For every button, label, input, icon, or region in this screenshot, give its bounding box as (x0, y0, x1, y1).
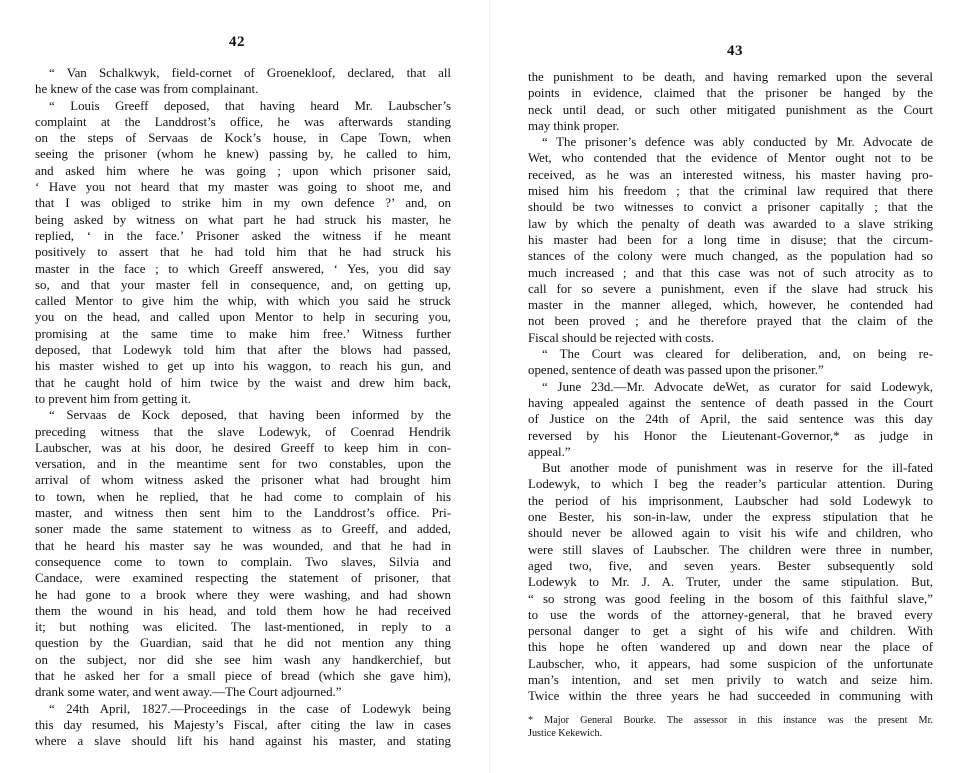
text-line: that I was obliged to strike him in my own defence ?’ and, on (35, 196, 451, 211)
text-line: Laubscher, who, it appears, had some suspicion of the unfortunate (528, 656, 933, 671)
text-line: personal danger to get a sight of his wife and children. With (528, 624, 933, 639)
text-line: points in evidence, claimed that the prisoner be hanged by the (528, 86, 933, 101)
text-line: should be two witnesses to convict a prisoner capitally ; that the (528, 200, 933, 215)
text-line: you on the head, and called upon Mentor to help in securing you, (35, 310, 451, 325)
text-line: replied, ‘ in the face.’ Prisoner asked the witness if he meant (35, 228, 451, 243)
text-line: received, as he was an interested witness, his master having pro- (528, 167, 933, 182)
text-line: man’s intention, and set men privily to watch and seize him. (528, 672, 933, 687)
text-line: not been proved ; and he therefore prayed that the claim of the (528, 314, 933, 329)
text-line: to town, when he replied, that he had come to complain of his (35, 489, 451, 504)
text-line: “ June 23d.—Mr. Advocate deWet, as curator for said Lodewyk, (542, 379, 933, 394)
text-line: them the wound in his head, and told them how he had received (35, 603, 451, 618)
page-body-text (528, 69, 933, 705)
text-line: reversed by his Honor the Lieutenant-Governor,* as judge in (528, 428, 933, 443)
text-line: his master had been for a long time in disuse; that the circum- (528, 232, 933, 247)
text-line: “ Van Schalkwyk, field-cornet of Groenekloof, declared, that all (49, 66, 451, 80)
text-line: may think proper. (528, 118, 620, 133)
text-line: he had gone to a brook where they were washing, and had shown (35, 587, 451, 602)
text-line: mised him his freedom ; that the criminal law required that there (528, 184, 933, 199)
text-line: so, and that your master fell in consequence, and, on getting up, (35, 277, 451, 292)
text-line: versation, and in the meantime sent for two constables, upon the (35, 457, 451, 472)
text-line: neck until dead, or such other mitigated punishment as the Court (528, 102, 933, 117)
page-number: 42 (229, 34, 245, 50)
text-line: complaint at the Landdrost’s office, he was afterwards standing (35, 114, 451, 129)
text-line: and asked him where he was going ; upon which prisoner said, (35, 163, 451, 178)
text-line: on the subject, nor did she see him wash any handkerchief, but (35, 652, 451, 667)
text-line: master in the face ; to which Greeff answered, ‘ Yes, you did say (35, 261, 451, 276)
text-line: to prevent him from getting it. (35, 391, 192, 406)
text-line: having appealed against the sentence of death passed in the Court (528, 395, 933, 410)
text-line: called Mentor to give him the whip, with which you said he struck (35, 294, 451, 309)
text-line: “ The Court was cleared for deliberation, and, on being re- (542, 347, 933, 362)
text-line: question by the Guardian, said that he did not mention any thing (35, 636, 451, 651)
footnote-line: Justice Kekewich. (528, 728, 603, 739)
text-line: were still slaves of Laubscher. The children were three in number, (528, 542, 933, 557)
text-line: that he asked her for a small piece of bread (which she gave him), (35, 668, 451, 683)
text-line: ‘ Have you not heard that my master was going to shoot me, and (35, 180, 451, 195)
text-line: Laubscher, was at his door, he desired Greeff to keep him in con- (35, 440, 451, 455)
page-body-text (35, 65, 451, 749)
text-line: But another mode of punishment was in reserve for the ill-fated (542, 461, 933, 476)
text-line: promising at the same time to make him free.’ Witness further (35, 326, 451, 341)
text-line: drank some water, and went away.—The Court adjourned.” (35, 685, 342, 700)
text-line: much increased ; and that this case was not of such atrocity as to (528, 265, 933, 280)
text-line: call for so severe a punishment, even if the slave had struck his (528, 281, 933, 296)
footnote-line: * Major General Bourke. The assessor in this instance was the present Mr. (528, 715, 933, 726)
text-line: Twice within the three years he had succeeded in communing with (528, 689, 933, 704)
text-line: Candace, were examined respecting the statement of prisoner, that (35, 571, 451, 586)
text-line: on the steps of Servaas de Kock’s house, in Cape Town, when (35, 131, 451, 146)
text-line: positively to assert that he had told him that he had struck his (35, 245, 451, 260)
text-line: stances of the colony were much changed, as the population had so (528, 249, 933, 264)
page-number: 43 (727, 43, 743, 59)
text-line: “ The prisoner’s defence was ably conducted by Mr. Advocate de (542, 135, 933, 150)
text-line: “ so strong was good feeling in the bosom of this faithful slave,” (528, 591, 933, 606)
text-line: “ Servaas de Kock deposed, that having been informed by the (49, 408, 451, 423)
text-line: he knew of the case was from complainant. (35, 82, 259, 97)
text-line: appeal.” (528, 444, 571, 459)
footnote (528, 714, 933, 740)
text-line: Fiscal should be rejected with costs. (528, 330, 715, 345)
text-line: soner made the same statement to witness as to Greeff, and added, (35, 522, 451, 537)
text-line: master in the manner alleged, which, however, he contended had (528, 298, 933, 313)
text-line: “ 24th April, 1827.—Proceedings in the case of Lodewyk being (49, 701, 451, 716)
text-line: the period of his imprisonment, Laubscher had sold Lodewyk to (528, 493, 933, 508)
text-line: Lodewyk to Mr. J. A. Truter, under the same stipulation. But, (528, 575, 933, 590)
text-line: “ Louis Greeff deposed, that having heard Mr. Laubscher’s (49, 98, 451, 113)
text-line: preceding witness that the slave Lodewyk, of Coenrad Hendrik (35, 424, 451, 439)
text-line: his master wished to get up into his waggon, to reach his gun, and (35, 359, 451, 374)
text-line: aged two, five, and seven years. Bester subsequently sold (528, 558, 933, 573)
text-line: the punishment to be death, and having remarked upon the several (528, 70, 933, 84)
text-line: seeing the prisoner (whom he knew) passing by, he called to him, (35, 147, 451, 162)
text-line: deposed, that Lodewyk told him that after the blows had passed, (35, 343, 451, 358)
text-line: Lodewyk, to which I beg the reader’s particular attention. During (528, 477, 933, 492)
text-line: arrival of whom witness asked the prisoner what had brought him (35, 473, 451, 488)
text-line: being asked by witness on what part he had struck his master, he (35, 212, 451, 227)
right-page (490, 0, 980, 773)
text-line: should never be allowed again to visit his wife and children, who (528, 526, 933, 541)
text-line: master, and witness then sent him to the Landdrost’s office. Pri- (35, 506, 451, 521)
text-line: law by which the penalty of death was awarded to a slave striking (528, 216, 933, 231)
text-line: this day resumed, his Majesty’s Fiscal, after citing the law in cases (35, 717, 451, 732)
text-line: that he heard his master say he was wounded, and that he had in (35, 538, 451, 553)
text-line: opened, sentence of death was passed upon the prisoner.” (528, 363, 824, 378)
text-line: that he caught hold of him twice by the waist and drew him back, (35, 375, 451, 390)
text-line: this hope he often wandered up and down near the place of (528, 640, 933, 655)
text-line: one Bester, his son-in-law, under the express stipulation that he (528, 510, 933, 525)
text-line: of Justice on the 24th of April, the said sentence was this day (528, 412, 933, 427)
text-line: to use the words of the attorney-general, that he braved every (528, 607, 933, 622)
text-line: it; but nothing was elicited. The last-mentioned, in reply to a (35, 620, 451, 635)
text-line: Wet, who contended that the evidence of Mentor ought not to be (528, 151, 933, 166)
text-line: consequence come to town to complain. Two slaves, Silvia and (35, 554, 451, 569)
text-line: where a slave should lift his hand against his master, and stating (35, 734, 451, 749)
